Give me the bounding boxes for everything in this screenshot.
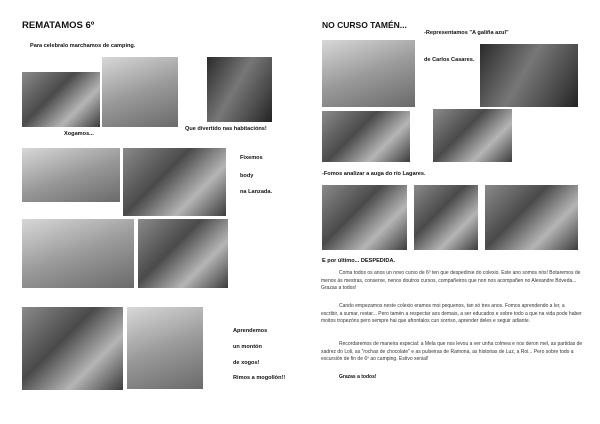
photo-river-1 bbox=[322, 185, 407, 250]
photo-beach-1 bbox=[22, 148, 120, 202]
photo-beach-3 bbox=[22, 219, 134, 288]
paragraph-3: Recordaremos de maneira especial: a Mela que nos levou a ver unha colmea e nos deron mel, as partidas de xadrez do Loli, as "rochas de chocolate" e as pulseiras de Ramona, as historias de Luz, a Roi... Pero sobre todo a excursión de fin de 6º ao camping. Estivo xenial! bbox=[321, 341, 583, 363]
intro-caption: Para celebralo marchamos de camping. bbox=[30, 43, 136, 49]
caption-learn-2: un montón bbox=[233, 344, 262, 350]
caption-river: -Fomos analizar a auga do río Lagares. bbox=[322, 171, 426, 177]
photo-play-1 bbox=[322, 111, 410, 162]
photo-play-2 bbox=[433, 109, 512, 162]
photo-drawings bbox=[322, 40, 415, 107]
caption-body-3: na Lanzada. bbox=[240, 189, 273, 195]
caption-rooms: Que divertido nas habitacións! bbox=[185, 126, 267, 132]
photo-river-3 bbox=[485, 185, 578, 250]
photo-river-2 bbox=[414, 185, 478, 250]
photo-room bbox=[207, 57, 272, 122]
left-title: REMATAMOS 6º bbox=[22, 20, 95, 31]
thanks: Grazas a todos! bbox=[339, 374, 377, 380]
paragraph-2: Cando empezamos neste colexio eramos moi pequenos, tan só tres anos. Fomos aprendendo a ler, a escribir, a sumar, restar... Pero tamén a respectar aos demais, a ser educados e sobre todo a que na vida pode haber moitos tropezóns pero sempre hai que afrontalos cun sorriso, aprender deles e seguir adiante. bbox=[321, 303, 582, 325]
paragraph-1: Coma todos os anos un novo curso de 6º ten que despedirse do colexio. Este ano somos nós! Botaremos de menos ás mestras, conserxe, nenos doutros cursos, compañeiros que non nos acompañen no Alexandre Bóveda... Grazas a todos! bbox=[321, 270, 581, 292]
caption-play-2: de Carlos Casares. bbox=[424, 57, 475, 63]
photo-games-2 bbox=[127, 307, 203, 389]
right-title: NO CURSO TAMÉN... bbox=[322, 20, 407, 30]
caption-games: Xogamos... bbox=[64, 131, 94, 137]
photo-beach-2 bbox=[123, 148, 226, 216]
caption-body-1: Fixemos bbox=[240, 155, 263, 161]
photo-camping-1 bbox=[22, 72, 100, 127]
caption-body-2: body bbox=[240, 173, 254, 179]
farewell-title: E por último... DESPEDIDA. bbox=[322, 258, 396, 264]
caption-learn-4: Rimos a mogollón!! bbox=[233, 375, 286, 381]
caption-learn-3: de xogos! bbox=[233, 360, 260, 366]
photo-stage bbox=[480, 44, 578, 107]
photo-games-1 bbox=[22, 307, 123, 390]
photo-camping-2 bbox=[102, 57, 178, 127]
photo-beach-4 bbox=[138, 219, 228, 288]
caption-play-1: -Representamos "A galiña azul" bbox=[424, 30, 509, 36]
caption-learn-1: Aprendemos bbox=[233, 328, 268, 334]
